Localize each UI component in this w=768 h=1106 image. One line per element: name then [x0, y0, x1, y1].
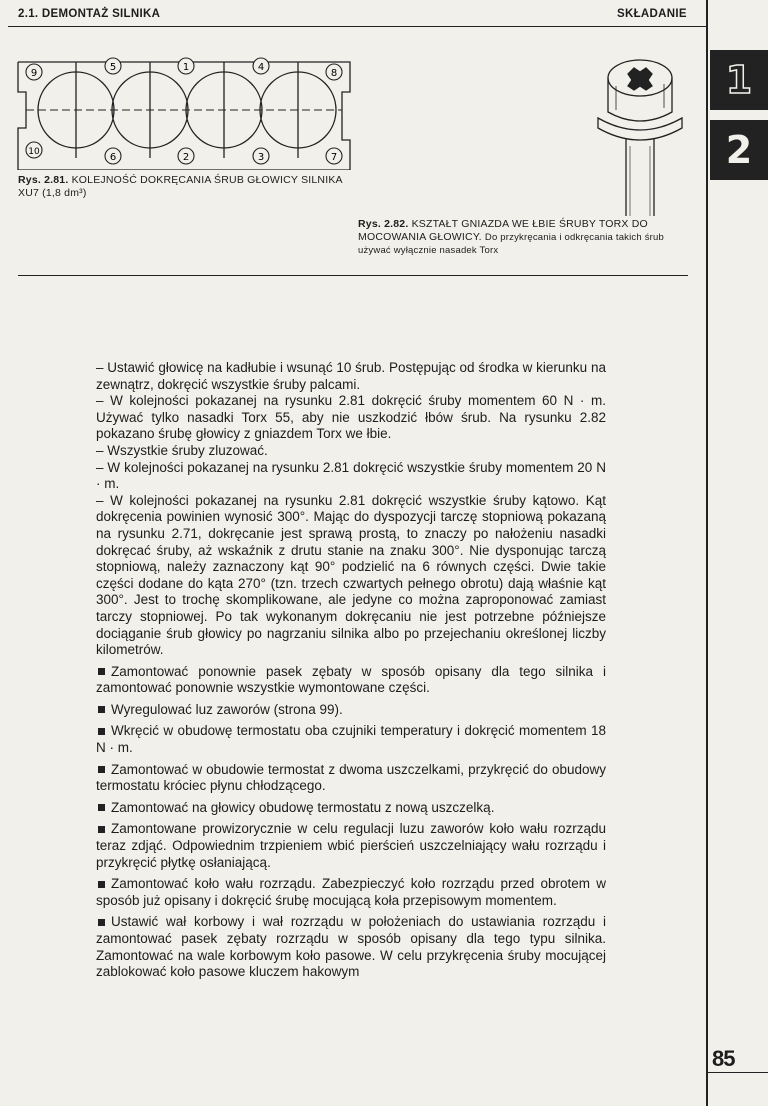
bullet-text: Zamontowane prowizorycznie w celu regulacji luzu zaworów koło wału rozrządu teraz zdjąć. Odpowiednim trzpieniem wbić pierścień uszczelniający wału rozrządu i przykręcić płytkę osłaniającą. — [96, 821, 606, 870]
dash-paragraph: – Ustawić głowicę na kadłubie i wsunąć 10 śrub. Postępując od środka w kierunku na zewnątrz, dokręcić wszystkie śruby palcami. — [96, 360, 606, 392]
bolt-7: 7 — [330, 152, 338, 163]
bolt-2: 2 — [182, 152, 190, 163]
footer-rule — [706, 1072, 768, 1073]
bullet-square-icon — [98, 728, 105, 735]
tab-separator — [710, 112, 768, 118]
page-number: 85 — [712, 1046, 735, 1071]
chapter-heading: SKŁADANIE — [617, 8, 687, 20]
bolt-1: 1 — [182, 62, 190, 73]
bullet-item — [96, 821, 606, 871]
bullet-item — [96, 702, 606, 719]
bullet-item — [96, 723, 606, 756]
bolt-6: 6 — [109, 152, 117, 163]
figure-2-81-diagram — [12, 52, 352, 170]
caption-label: Rys. 2.81. — [18, 174, 69, 186]
bolt-4: 4 — [257, 62, 265, 73]
bullet-text: Wkręcić w obudowę termostatu oba czujniki temperatury i dokręcić momentem 18 N · m. — [96, 723, 606, 756]
chapter-tab-1: 1 — [710, 50, 768, 110]
bullet-text: Zamontować w obudowie termostat z dwoma uszczelkami, przykręcić do obudowy termostatu króciec płynu chłodzącego. — [96, 761, 606, 794]
header-rule — [8, 26, 706, 27]
figure-2-82-caption — [358, 218, 698, 257]
section-heading: 2.1. DEMONTAŻ SILNIKA — [18, 8, 161, 20]
bullet-item — [96, 876, 606, 909]
dash-paragraph: – W kolejności pokazanej na rysunku 2.81 dokręcić wszystkie śruby momentem 20 N · m. — [96, 459, 606, 492]
bullet-square-icon — [98, 804, 105, 811]
bullet-square-icon — [98, 919, 105, 926]
bullet-text: Zamontować na głowicy obudowę termostatu z nową uszczelką. — [111, 799, 495, 815]
dash-paragraph: – W kolejności pokazanej na rysunku 2.81 dokręcić wszystkie śruby kątowo. Kąt dokręcenia powinien wynosić 300°. Mając do dyspozycji tarczę stopniową pokazaną na rysunku 2.71, dokręcanie jest sprawą prostą, to znaczy po nałożeniu nasadki dokręcać śruby, aż wskaźnik z drutu stanie na znaku 300°. Nie dysponując tarczą stopniową, należy zaznaczony kąt 90° podzielić na 6 równych części. Dwie takie części dodane do kąta 270° (tzn. trzech czwartych pełnego obrotu) dają właśnie kąt 300°. Jest to trochę skomplikowane, ale jedyne co można zaproponować zamiast tarczy stopniowej. Po tak wykonanym dokręcaniu nie jest potrzebne późniejsze dociąganie śrub głowicy po nagrzaniu silnika albo po przejechaniu określonej liczby kilometrów. — [96, 492, 606, 658]
bolt-8: 8 — [330, 68, 338, 79]
caption-label: Rys. 2.82. — [358, 218, 409, 230]
figure-2-81-caption — [18, 174, 348, 200]
bullet-square-icon — [98, 826, 105, 833]
bullet-item — [96, 914, 606, 980]
bullet-text: Ustawić wał korbowy i wał rozrządu w położeniach do ustawiania rozrządu i zamontować pasek zębaty rozrządu w sposób opisany dla tego typu silnika. Zamontować na wale korbowym koło pasowe. W celu przykręcenia śruby mocującej zablokować koło pasowe kluczem hakowym — [96, 914, 606, 980]
bullet-square-icon — [98, 881, 105, 888]
bullet-text: Zamontować ponownie pasek zębaty w sposób opisany dla tego silnika i zamontować ponownie wszystkie wymontowane części. — [96, 663, 606, 696]
bullet-square-icon — [98, 706, 105, 713]
chapter-tab-2: 2 — [710, 120, 768, 180]
bullet-square-icon — [98, 668, 105, 675]
margin-rule — [706, 0, 708, 1106]
caption-text: KOLEJNOŚĆ DOKRĘCANIA ŚRUB GŁOWICY SILNIKA XU7 (1,8 dm³) — [18, 174, 343, 199]
bolt-10: 10 — [28, 147, 40, 157]
figure-divider — [18, 275, 688, 276]
bullet-text: Zamontować koło wału rozrządu. Zabezpieczyć koło rozrządu przed obrotem w sposób już opisany i dokręcić śrubę mocującą koła przepisowym momentem. — [96, 876, 606, 908]
bullet-square-icon — [98, 766, 105, 773]
caption-note: Do przykręcania i odkręcania takich śrub używać wyłącznie nasadek Torx — [358, 232, 664, 256]
bullet-text: Wyregulować luz zaworów (strona 99). — [111, 701, 343, 717]
bolt-3: 3 — [257, 152, 265, 163]
figure-2-82-torx-bolt — [590, 46, 700, 216]
bolt-5: 5 — [109, 62, 117, 73]
instruction-text — [96, 360, 606, 981]
bolt-9: 9 — [30, 68, 38, 79]
bullet-item — [96, 762, 606, 795]
caption-text: KSZTAŁT GNIAZDA WE ŁBIE ŚRUBY TORX DO MOCOWANIA GŁOWICY. — [358, 218, 648, 243]
bullet-item — [96, 800, 606, 817]
bullet-item — [96, 664, 606, 697]
dash-paragraph: – W kolejności pokazanej na rysunku 2.81 dokręcić śruby momentem 60 N · m. Używać tylko nasadki Torx 55, aby nie uszkodzić łbów śrub. Na rysunku 2.82 pokazano śrubę głowicy z gniazdem Torx we łbie. — [96, 393, 606, 442]
dash-paragraph: – Wszystkie śruby zluzować. — [96, 442, 268, 458]
